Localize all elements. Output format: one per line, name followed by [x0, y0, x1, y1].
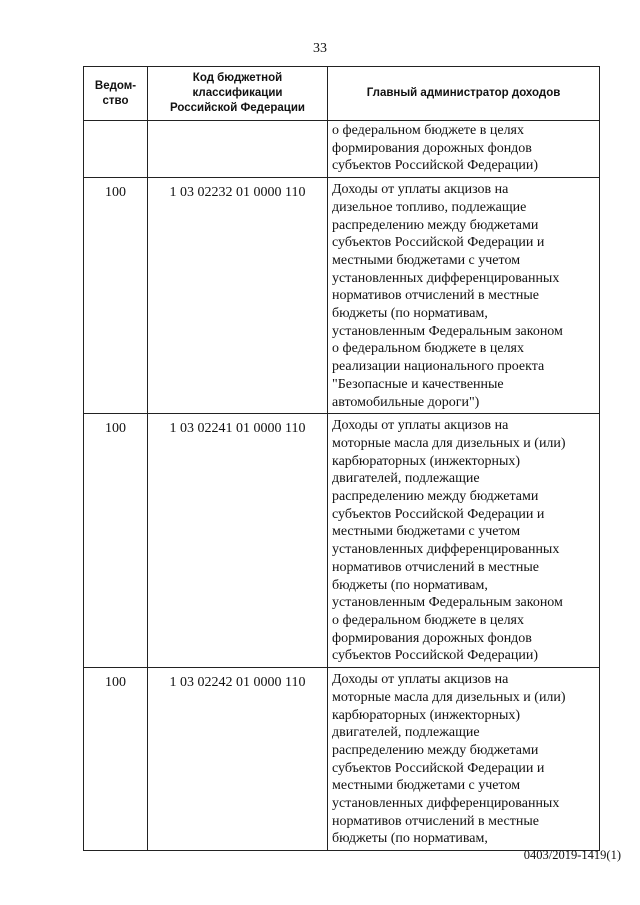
- code-value: [148, 121, 327, 127]
- table-row: [84, 178, 600, 414]
- department-cell: [84, 121, 148, 178]
- department-cell: [84, 178, 148, 414]
- department-value: 100: [105, 675, 126, 691]
- code-cell: [148, 121, 328, 178]
- department-value: [84, 121, 147, 127]
- department-value: 100: [105, 185, 126, 201]
- budget-classification-table: [83, 66, 600, 851]
- document-id: 0403/2019-1419(1): [523, 848, 621, 862]
- department-value: 100: [105, 421, 126, 437]
- code-cell: [148, 668, 328, 851]
- department-cell: [84, 668, 148, 851]
- description-cell: [328, 668, 600, 851]
- code-value: 1 03 02242 01 0000 110: [169, 675, 306, 691]
- header-administrator-label: Главный администратор доходов: [366, 87, 561, 99]
- header-department: [84, 67, 148, 121]
- description-value: Доходы от уплаты акцизов на моторные масла для дизельных и (или) карбюраторных (инжекторных) двигателей, подлежащие распределению между бюджетами субъектов Российской Федерации и местными бюджетами с учетом установленных дифференцированных нормативов отчислений в местные бюджеты (по нормативам, установленным Федеральным законом о федеральном бюджете в целях формирования дорожных фондов субъектов Российской Федерации): [332, 418, 566, 664]
- description-cell: [328, 414, 600, 668]
- table-row: [84, 668, 600, 851]
- description-value: о федеральном бюджете в целях формирования дорожных фондов субъектов Российской Федерации): [332, 123, 539, 174]
- description-value: Доходы от уплаты акцизов на моторные масла для дизельных и (или) карбюраторных (инжекторных) двигателей, подлежащие распределению между бюджетами субъектов Российской Федерации и местными бюджетами с учетом установленных дифференцированных нормативов отчислений в местные бюджеты (по нормативам,: [332, 672, 566, 847]
- department-cell: [84, 414, 148, 668]
- code-value: 1 03 02241 01 0000 110: [169, 421, 306, 437]
- code-cell: [148, 414, 328, 668]
- header-department-label: Ведом- ство: [94, 79, 137, 107]
- header-code-label: Код бюджетной классификации Российской Федерации: [169, 72, 305, 114]
- code-value: 1 03 02232 01 0000 110: [169, 185, 306, 201]
- table-row: [84, 414, 600, 668]
- header-administrator: [328, 67, 600, 121]
- description-cell: [328, 121, 600, 178]
- code-cell: [148, 178, 328, 414]
- table-header-row: [84, 67, 600, 121]
- header-code: [148, 67, 328, 121]
- description-cell: [328, 178, 600, 414]
- description-value: Доходы от уплаты акцизов на дизельное топливо, подлежащие распределению между бюджетами субъектов Российской Федерации и местными бюджетами с учетом установленных дифференцированных нормативов отчислений в местные бюджеты (по нормативам, установленным Федеральным законом о федеральном бюджете в целях реализации национального проекта "Безопасные и качественные автомобильные дороги"): [332, 182, 563, 410]
- table-row: [84, 121, 600, 178]
- page-number: 33: [313, 41, 327, 56]
